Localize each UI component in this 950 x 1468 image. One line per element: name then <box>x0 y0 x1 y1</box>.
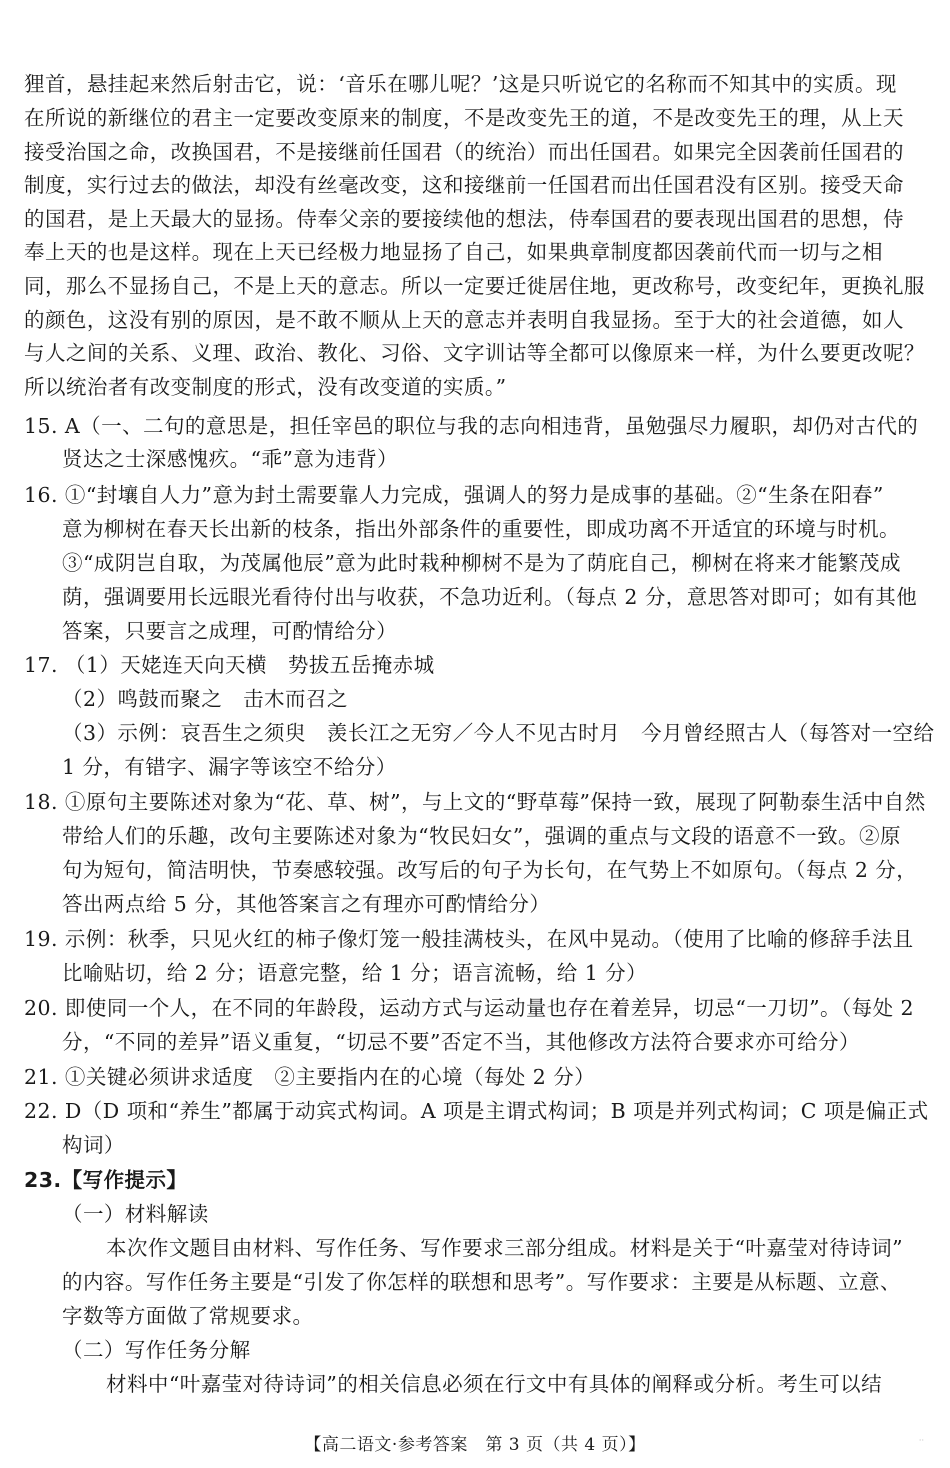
answer-15-cont: 贤达之士深感愧疚。“乖”意为违背） <box>62 447 399 471</box>
answer-18-cont: 带给人们的乐趣，改句主要陈述对象为“牧民妇女”，强调的重点与文段的语意不一致。②原 <box>62 824 901 848</box>
answer-19-cont: 比喻贴切，给 2 分；语意完整，给 1 分；语言流畅，给 1 分） <box>62 961 648 985</box>
text-line: 所以统治者有改变制度的形式，没有改变道的实质。” <box>24 375 507 399</box>
answer-23-heading: 23.【写作提示】 <box>24 1168 188 1192</box>
section-heading: （一）材料解读 <box>62 1202 209 1226</box>
answer-19: 19. 示例：秋季，只见火红的柿子像灯笼一般挂满枝头，在风中晃动。（使用了比喻的修辞手法且 <box>24 927 914 951</box>
text-line: 的颜色，这没有别的原因，是不敢不顺从上天的意志并表明自我显扬。至于大的社会道德，如人 <box>24 308 904 332</box>
corner-mark: ·· <box>918 1436 924 1445</box>
text-line: 狸首，悬挂起来然后射击它，说：‘音乐在哪儿呢？’这是只听说它的名称而不知其中的实质。现 <box>24 72 897 96</box>
answer-17-cont: 1 分，有错字、漏字等该空不给分） <box>62 755 397 779</box>
answer-15: 15. A（一、二句的意思是，担任宰邑的职位与我的志向相违背，虽勉强尽力履职，却仍对古代的 <box>24 414 919 438</box>
paragraph-line: 本次作文题目由材料、写作任务、写作要求三部分组成。材料是关于“叶嘉莹对待诗词” <box>106 1236 904 1260</box>
answer-22-cont: 构词） <box>62 1133 125 1157</box>
answer-16-cont: 荫，强调要用长远眼光看待付出与收获，不急功近利。（每点 2 分，意思答对即可；如有其他 <box>62 585 918 609</box>
answer-18-cont: 答出两点给 5 分，其他答案言之有理亦可酌情给分） <box>62 892 551 916</box>
paragraph-line: 字数等方面做了常规要求。 <box>62 1304 314 1328</box>
paragraph-line: 的内容。写作任务主要是“引发了你怎样的联想和思考”。写作要求：主要是从标题、立意、 <box>62 1270 901 1294</box>
answer-20-cont: 分，“不同的差异”语义重复，“切忌不要”否定不当，其他修改方法符合要求亦可给分） <box>62 1030 860 1054</box>
page-footer: 【高二语文·参考答案 第 3 页（共 4 页）】 <box>304 1435 646 1455</box>
answer-16-cont: 意为柳树在春天长出新的枝条，指出外部条件的重要性，即成功离不开适宜的环境与时机。 <box>62 517 900 541</box>
answer-18: 18. ①原句主要陈述对象为“花、草、树”，与上文的“野草莓”保持一致，展现了阿勒泰生活中自然 <box>24 790 926 814</box>
answer-18-cont: 句为短句，简洁明快，节奏感较强。改写后的句子为长句，在气势上不如原句。（每点 2 分， <box>62 858 918 882</box>
answer-16-cont: ③“成阴岂自取，为茂属他辰”意为此时栽种柳树不是为了荫庇自己，柳树在将来才能繁茂成 <box>62 551 901 575</box>
answer-17-3: （3）示例：哀吾生之须臾 羡长江之无穷／今人不见古时月 今月曾经照古人（每答对一空给 <box>62 721 935 745</box>
text-line: 的国君，是上天最大的显扬。侍奉父亲的要接续他的想法，侍奉国君的要表现出国君的思想，侍 <box>24 207 904 231</box>
text-line: 与人之间的关系、义理、政治、教化、习俗、文字训诂等全都可以像原来一样，为什么要更改呢？ <box>24 341 925 365</box>
text-line: 制度，实行过去的做法，却没有丝毫改变，这和接继前一任国君而出任国君没有区别。接受天命 <box>24 173 904 197</box>
text-line: 接受治国之命，改换国君，不是接继前任国君（的统治）而出任国君。如果完全因袭前任国君的 <box>24 140 904 164</box>
text-line: 同，那么不显扬自己，不是上天的意志。所以一定要迁徙居住地，更改称号，改变纪年，更换礼服 <box>24 274 925 298</box>
answer-22: 22. D（D 项和“养生”都属于动宾式构词。A 项是主谓式构词；B 项是并列式构词；C 项是偏正式 <box>24 1099 929 1123</box>
answer-20: 20. 即使同一个人，在不同的年龄段，运动方式与运动量也存在着差异，切忌“一刀切”。（每处 2 <box>24 996 915 1020</box>
section-heading: （二）写作任务分解 <box>62 1338 251 1362</box>
answer-17: 17. （1）天姥连天向天横 势拔五岳掩赤城 <box>24 653 435 677</box>
text-line: 奉上天的也是这样。现在上天已经极力地显扬了自己，如果典章制度都因袭前代而一切与之相 <box>24 240 883 264</box>
answer-21: 21. ①关键必须讲求适度 ②主要指内在的心境（每处 2 分） <box>24 1065 596 1089</box>
answer-16-cont: 答案，只要言之成理，可酌情给分） <box>62 619 398 643</box>
paragraph-line: 材料中“叶嘉莹对待诗词”的相关信息必须在行文中有具体的阐释或分析。考生可以结 <box>106 1372 883 1396</box>
text-line: 在所说的新继位的君主一定要改变原来的制度，不是改变先王的道，不是改变先王的理，从上天 <box>24 106 904 130</box>
answer-16: 16. ①“封壤自人力”意为封土需要靠人力完成，强调人的努力是成事的基础。②“生条在阳春” <box>24 483 884 507</box>
answer-17-2: （2）鸣鼓而聚之 击木而召之 <box>62 687 348 711</box>
